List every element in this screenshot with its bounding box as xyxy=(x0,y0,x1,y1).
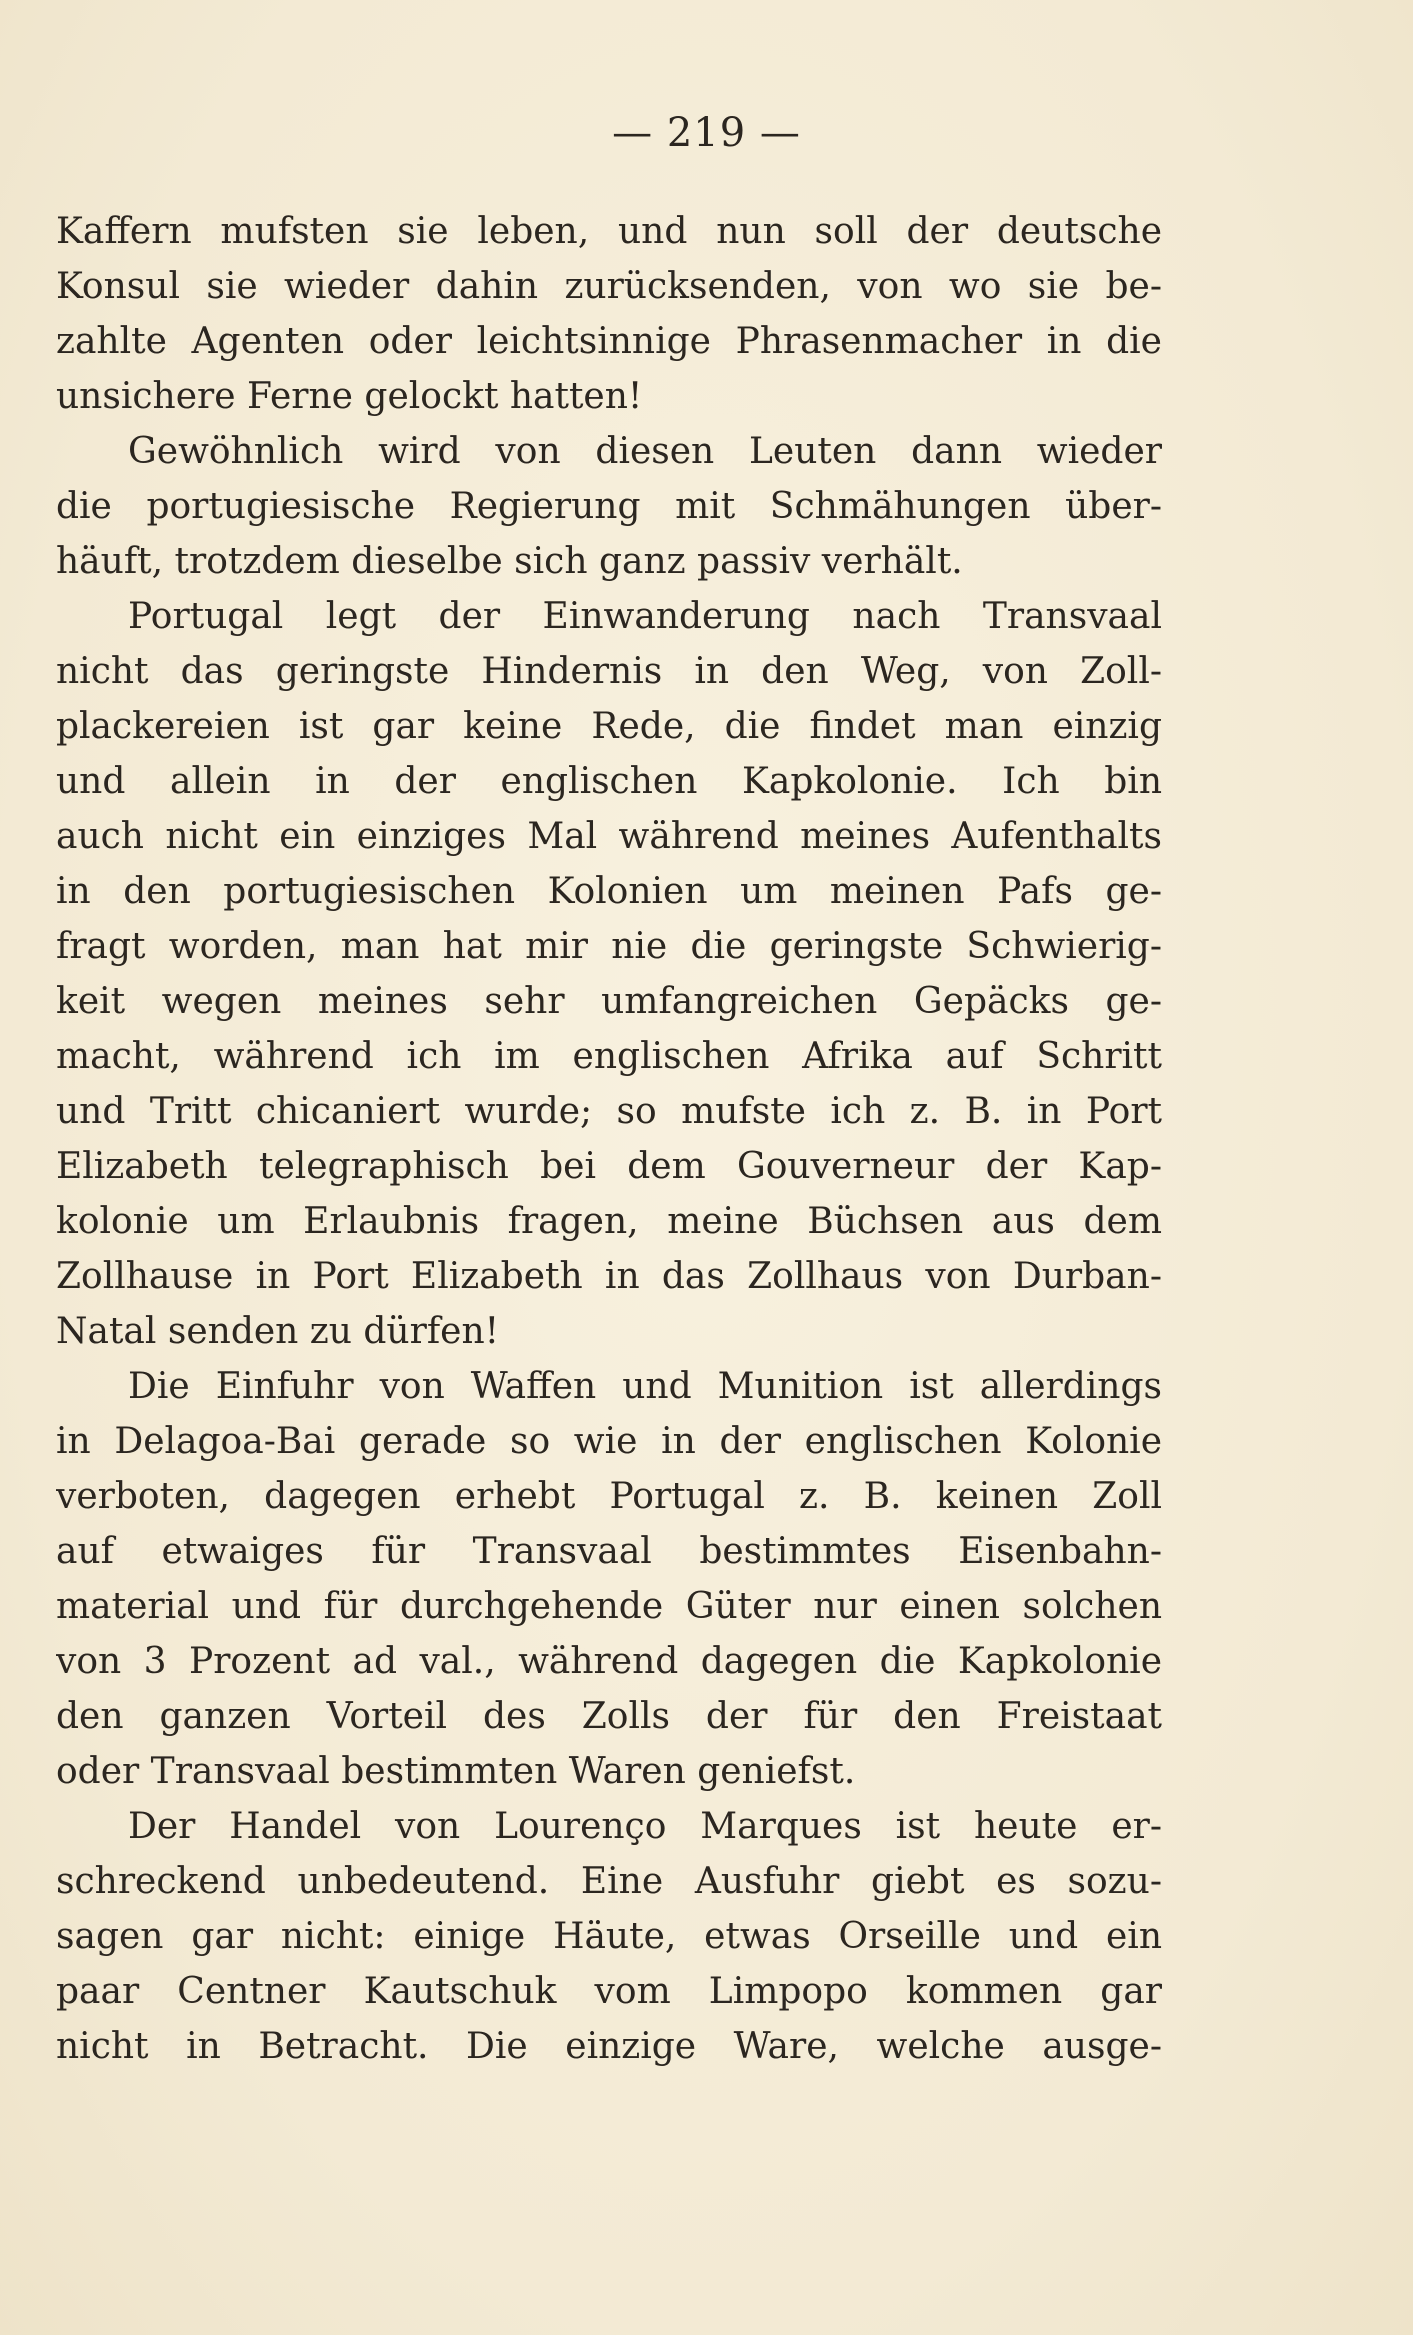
text-line: Portugal legt der Einwanderung nach Transvaal xyxy=(128,596,1162,637)
text-line: in den portugiesischen Kolonien um meinen Pafs ge- xyxy=(56,871,1162,912)
text-line: Gewöhnlich wird von diesen Leuten dann wieder xyxy=(128,431,1162,472)
text-line: macht, während ich im englischen Afrika auf Schritt xyxy=(56,1036,1162,1077)
text-line: plackereien ist gar keine Rede, die findet man einzig xyxy=(56,706,1162,747)
text-line: paar Centner Kautschuk vom Limpopo kommen gar xyxy=(56,1971,1162,2012)
text-line: sagen gar nicht: einige Häute, etwas Orseille und ein xyxy=(56,1916,1162,1957)
text-line: schreckend unbedeutend. Eine Ausfuhr giebt es sozu- xyxy=(56,1861,1162,1902)
text-line: Natal senden zu dürfen! xyxy=(56,1311,500,1352)
text-line: Der Handel von Lourenço Marques ist heute er- xyxy=(128,1806,1162,1847)
text-line: keit wegen meines sehr umfangreichen Gepäcks ge- xyxy=(56,981,1162,1022)
text-line: material und für durchgehende Güter nur einen solchen xyxy=(56,1586,1162,1627)
text-line: unsichere Ferne gelockt hatten! xyxy=(56,376,643,417)
text-line: und allein in der englischen Kapkolonie. Ich bin xyxy=(56,761,1162,802)
page-number: — 219 — xyxy=(612,110,801,156)
text-line: Kaffern mufsten sie leben, und nun soll der deutsche xyxy=(56,211,1162,252)
text-line: Konsul sie wieder dahin zurücksenden, von wo sie be- xyxy=(56,266,1162,307)
text-line: den ganzen Vorteil des Zolls der für den Freistaat xyxy=(56,1696,1162,1737)
text-line: und Tritt chicaniert wurde; so mufste ich z. B. in Port xyxy=(56,1091,1162,1132)
text-line: Elizabeth telegraphisch bei dem Gouverneur der Kap- xyxy=(56,1146,1162,1187)
text-line: oder Transvaal bestimmten Waren geniefst. xyxy=(56,1751,856,1792)
text-line: fragt worden, man hat mir nie die geringste Schwierig- xyxy=(56,926,1162,967)
text-line: verboten, dagegen erhebt Portugal z. B. keinen Zoll xyxy=(56,1476,1162,1517)
text-line: auf etwaiges für Transvaal bestimmtes Eisenbahn- xyxy=(56,1531,1162,1572)
text-line: kolonie um Erlaubnis fragen, meine Büchsen aus dem xyxy=(56,1201,1162,1242)
text-line: die portugiesische Regierung mit Schmähungen über- xyxy=(56,486,1162,527)
text-line: Zollhause in Port Elizabeth in das Zollhaus von Durban- xyxy=(56,1256,1162,1297)
body-text xyxy=(56,204,1162,2074)
text-line: zahlte Agenten oder leichtsinnige Phrasenmacher in die xyxy=(56,321,1162,362)
text-line: nicht das geringste Hindernis in den Weg, von Zoll- xyxy=(56,651,1162,692)
text-line: häuft, trotzdem dieselbe sich ganz passiv verhält. xyxy=(56,541,963,582)
text-line: in Delagoa-Bai gerade so wie in der englischen Kolonie xyxy=(56,1421,1162,1462)
text-line: Die Einfuhr von Waffen und Munition ist allerdings xyxy=(128,1366,1162,1407)
text-line: nicht in Betracht. Die einzige Ware, welche ausge- xyxy=(56,2026,1162,2067)
text-line: auch nicht ein einziges Mal während meines Aufenthalts xyxy=(56,816,1162,857)
text-line: von 3 Prozent ad val., während dagegen die Kapkolonie xyxy=(56,1641,1162,1682)
